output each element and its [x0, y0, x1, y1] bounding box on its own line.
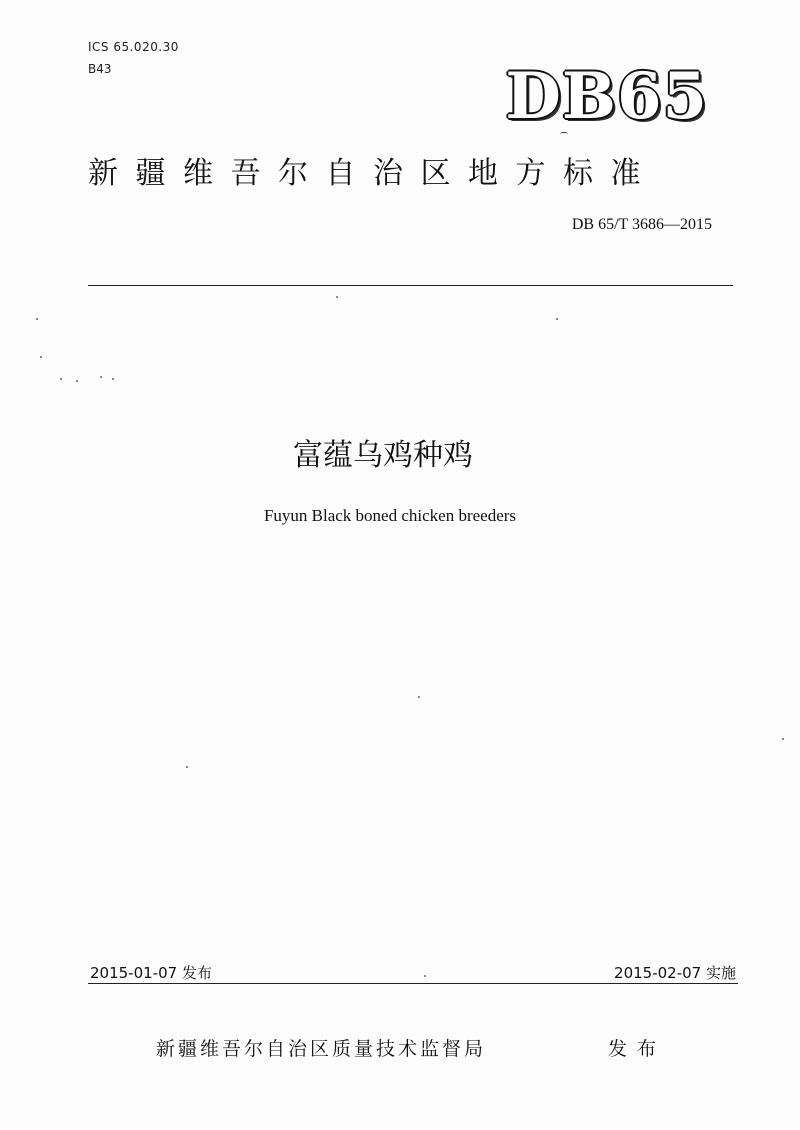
scan-speck — [112, 378, 114, 380]
ics-code: ICS 65.020.30 — [88, 40, 179, 54]
scan-speck — [40, 356, 42, 358]
document-title-english: Fuyun Black boned chicken breeders — [263, 506, 517, 525]
implement-date: 2015-02-07 实施 — [614, 964, 736, 982]
db65-logo: DB65 — [505, 59, 708, 134]
scan-speck — [100, 376, 102, 378]
scan-speck — [60, 378, 62, 380]
scan-speck — [556, 318, 558, 320]
logo-tilde-mark — [560, 132, 568, 136]
issuing-verb: 发布 — [608, 1038, 667, 1060]
footer-divider — [88, 983, 738, 984]
classification-code: B43 — [88, 62, 112, 76]
standard-number: DB 65/T 3686—2015 — [571, 216, 712, 233]
issuing-authority: 新疆维吾尔自治区质量技术监督局 — [156, 1038, 487, 1060]
publish-date: 2015-01-07 发布 — [90, 964, 212, 982]
scan-speck — [76, 380, 78, 382]
scan-speck — [782, 738, 784, 740]
scan-speck — [336, 296, 338, 298]
scan-speck — [186, 766, 188, 768]
document-title-chinese: 富蕴乌鸡种鸡 — [293, 438, 473, 473]
scan-speck — [36, 318, 38, 320]
standard-authority-title: 新疆维吾尔自治区地方标准 — [88, 156, 658, 191]
scan-speck — [418, 696, 420, 698]
header-divider — [88, 285, 733, 286]
scan-speck — [424, 975, 426, 977]
